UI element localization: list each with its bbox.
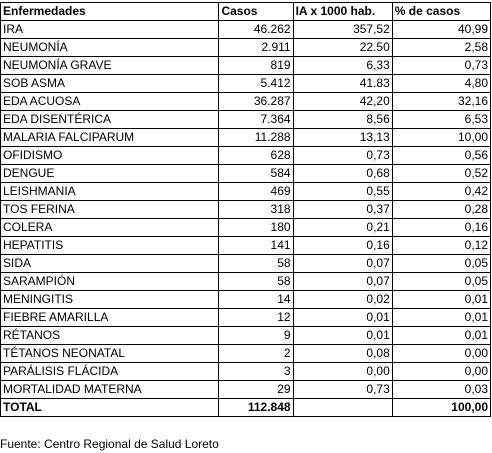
table-row (1, 363, 491, 381)
cell-ia: 0,16 (293, 237, 392, 255)
table-row (1, 111, 491, 129)
cell-enfermedad: RÉTANOS (1, 327, 219, 345)
cell-casos: 58 (219, 255, 293, 273)
cell-ia: 6,33 (293, 57, 392, 75)
table-row (1, 309, 491, 327)
table-row (1, 237, 491, 255)
table-row (1, 345, 491, 363)
cell-casos: 58 (219, 273, 293, 291)
table-row (1, 93, 491, 111)
cell-casos: 141 (219, 237, 293, 255)
cell-enfermedad: TÉTANOS NEONATAL (1, 345, 219, 363)
cell-porcentaje: 0,28 (392, 201, 490, 219)
cell-casos: 180 (219, 219, 293, 237)
cell-casos: 29 (219, 381, 293, 399)
cell-ia: 8,56 (293, 111, 392, 129)
cell-casos: 819 (219, 57, 293, 75)
cell-ia: 22.50 (293, 39, 392, 57)
cell-porcentaje: 0,12 (392, 237, 490, 255)
header-casos: Casos (219, 3, 293, 21)
disease-table (0, 2, 491, 417)
cell-enfermedad: OFIDISMO (1, 147, 219, 165)
cell-ia: 0,01 (293, 309, 392, 327)
cell-casos: 469 (219, 183, 293, 201)
cell-ia: 0,55 (293, 183, 392, 201)
cell-ia (293, 399, 392, 417)
cell-casos: 584 (219, 165, 293, 183)
cell-casos: 318 (219, 201, 293, 219)
table-row (1, 201, 491, 219)
cell-porcentaje: 0,00 (392, 363, 490, 381)
cell-casos: 112.848 (219, 399, 293, 417)
table-row (1, 75, 491, 93)
cell-porcentaje: 0,01 (392, 309, 490, 327)
cell-enfermedad: TOS FERINA (1, 201, 219, 219)
cell-casos: 3 (219, 363, 293, 381)
table-row (1, 57, 491, 75)
cell-enfermedad: SARAMPIÓN (1, 273, 219, 291)
table-row (1, 183, 491, 201)
total-row (1, 399, 491, 417)
cell-casos: 9 (219, 327, 293, 345)
cell-porcentaje: 0,42 (392, 183, 490, 201)
cell-casos: 5.412 (219, 75, 293, 93)
cell-casos: 11.288 (219, 129, 293, 147)
cell-enfermedad: NEUMONÍA GRAVE (1, 57, 219, 75)
header-ia: IA x 1000 hab. (293, 3, 392, 21)
table-row (1, 219, 491, 237)
cell-ia: 357,52 (293, 21, 392, 39)
cell-casos: 46.262 (219, 21, 293, 39)
cell-enfermedad: IRA (1, 21, 219, 39)
cell-casos: 36.287 (219, 93, 293, 111)
cell-ia: 0,02 (293, 291, 392, 309)
header-porcentaje: % de casos (392, 3, 490, 21)
cell-porcentaje: 0,56 (392, 147, 490, 165)
table-row (1, 129, 491, 147)
cell-ia: 0,73 (293, 147, 392, 165)
table-row (1, 21, 491, 39)
cell-ia: 0,07 (293, 255, 392, 273)
cell-enfermedad: LEISHMANIA (1, 183, 219, 201)
cell-porcentaje: 10,00 (392, 129, 490, 147)
cell-porcentaje: 6,53 (392, 111, 490, 129)
cell-porcentaje: 0,01 (392, 327, 490, 345)
cell-enfermedad: HEPATITIS (1, 237, 219, 255)
table-row (1, 255, 491, 273)
cell-porcentaje: 0,01 (392, 291, 490, 309)
source-note: Fuente: Centro Regional de Salud Loreto (0, 437, 219, 451)
cell-ia: 0,07 (293, 273, 392, 291)
cell-ia: 0,21 (293, 219, 392, 237)
table-row (1, 273, 491, 291)
cell-porcentaje: 0,05 (392, 273, 490, 291)
cell-casos: 628 (219, 147, 293, 165)
cell-enfermedad: PARÁLISIS FLÁCIDA (1, 363, 219, 381)
cell-ia: 13,13 (293, 129, 392, 147)
cell-ia: 42,20 (293, 93, 392, 111)
cell-porcentaje: 4,80 (392, 75, 490, 93)
cell-enfermedad: TOTAL (1, 399, 219, 417)
cell-enfermedad: SIDA (1, 255, 219, 273)
cell-casos: 12 (219, 309, 293, 327)
cell-porcentaje: 0,03 (392, 381, 490, 399)
cell-porcentaje: 0,73 (392, 57, 490, 75)
cell-enfermedad: DENGUE (1, 165, 219, 183)
cell-enfermedad: MORTALIDAD MATERNA (1, 381, 219, 399)
cell-enfermedad: COLERA (1, 219, 219, 237)
cell-porcentaje: 2,58 (392, 39, 490, 57)
cell-ia: 0,08 (293, 345, 392, 363)
cell-casos: 2.911 (219, 39, 293, 57)
cell-casos: 14 (219, 291, 293, 309)
cell-ia: 0,00 (293, 363, 392, 381)
cell-enfermedad: MENINGITIS (1, 291, 219, 309)
cell-porcentaje: 40,99 (392, 21, 490, 39)
table-row (1, 147, 491, 165)
table-row (1, 39, 491, 57)
cell-ia: 0,68 (293, 165, 392, 183)
cell-porcentaje: 32,16 (392, 93, 490, 111)
cell-ia: 0,01 (293, 327, 392, 345)
cell-enfermedad: NEUMONÍA (1, 39, 219, 57)
cell-casos: 7.364 (219, 111, 293, 129)
table-row (1, 381, 491, 399)
cell-enfermedad: FIEBRE AMARILLA (1, 309, 219, 327)
cell-porcentaje: 0,05 (392, 255, 490, 273)
table-row (1, 291, 491, 309)
cell-enfermedad: EDA ACUOSA (1, 93, 219, 111)
cell-casos: 2 (219, 345, 293, 363)
table-row (1, 327, 491, 345)
header-enfermedades: Enfermedades (1, 3, 219, 21)
cell-enfermedad: EDA DISENTÉRICA (1, 111, 219, 129)
cell-porcentaje: 0,16 (392, 219, 490, 237)
cell-porcentaje: 100,00 (392, 399, 490, 417)
cell-porcentaje: 0,52 (392, 165, 490, 183)
cell-ia: 0,73 (293, 381, 392, 399)
cell-enfermedad: SOB ASMA (1, 75, 219, 93)
cell-porcentaje: 0,00 (392, 345, 490, 363)
table-row (1, 165, 491, 183)
cell-enfermedad: MALARIA FALCIPARUM (1, 129, 219, 147)
cell-ia: 0,37 (293, 201, 392, 219)
header-row (1, 3, 491, 21)
cell-ia: 41.83 (293, 75, 392, 93)
